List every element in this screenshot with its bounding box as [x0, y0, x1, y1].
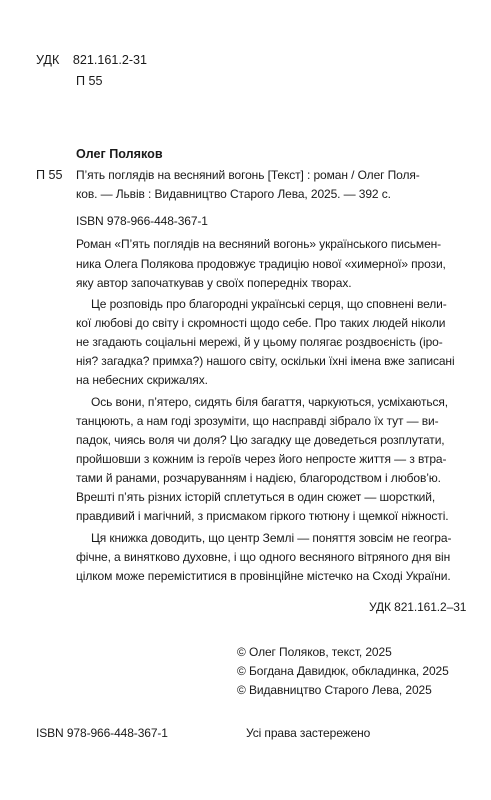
annotation-line: Ось вони, п’ятеро, сидять біля багаття, чаркуються, усміхаються, [91, 395, 449, 409]
catalog-sign: П 55 [36, 168, 63, 182]
annotation-line: Ця книжка доводить, що центр Землі — поняття зовсім не геогра- [91, 531, 452, 545]
bottom-isbn: ISBN 978-966-448-367-1 [36, 726, 168, 740]
udk-code: 821.161.2-31 [72, 53, 148, 67]
copyright-line: © Богдана Давидюк, обкладинка, 2025 [237, 664, 449, 678]
annotation-line: кої любові до світу і скромності щодо себе. Про таких людей ніколи [76, 316, 446, 330]
annotation-line: на небесних скрижалях. [76, 373, 208, 387]
catalog-isbn: ISBN 978-966-448-367-1 [76, 214, 208, 228]
udk-label: УДК [36, 53, 60, 67]
annotation-line: цілком може переміститися в провінційне містечко на Сході України. [76, 569, 451, 583]
annotation-line: ника Олега Полякова продовжує традицію нової «химерної» прози, [76, 257, 446, 271]
annotation-line: не згадають соціальні мережі, й у цьому полягає роздвоєність (іро- [76, 335, 443, 349]
annotation-line: Врешті п’ять різних історій сплетуться в один сюжет — шорсткий, [76, 490, 436, 504]
udk-header [36, 53, 147, 67]
catalog-author: Олег Поляков [76, 147, 163, 161]
annotation-line: танцюють, а нам годі зрозуміти, що насправді зібрало їх тут — ви- [76, 414, 439, 428]
annotation-line: пройшовши з кожним із героїв через його непросте життя — з втра- [76, 452, 447, 466]
annotation-line: падок, чиясь воля чи доля? Цю загадку ще доведеться розплутати, [76, 433, 445, 447]
copyright-line: © Олег Поляков, текст, 2025 [237, 645, 392, 659]
author-sign-header: П 55 [76, 74, 103, 88]
annotation-line: яку автор започаткував у своїх попередніх творах. [76, 276, 352, 290]
annotation-line: Це розповідь про благородні українські серця, що сповнені вели- [91, 297, 447, 311]
annotation-line: правдивий і магічний, з присмаком гіркого тютюну і щемкої ніжності. [76, 509, 449, 523]
annotation-line: Роман «П’ять поглядів на весняний вогонь» українського письмен- [76, 237, 442, 251]
annotation-line: нія? загадка? примха?) нашого світу, оскільки їхні імена вже записані [76, 354, 455, 368]
catalog-entry-line: П’ять поглядів на весняний вогонь [Текст] : роман / Олег Поля- [76, 168, 420, 182]
udk-footer: УДК 821.161.2–31 [369, 600, 467, 614]
rights-reserved: Усі права застережено [246, 726, 371, 740]
catalog-entry-line: ков. — Львів : Видавництво Старого Лева, 2025. — 392 с. [76, 187, 391, 201]
annotation-line: фічне, а винятково духовне, і що одного весняного вітряного дня він [76, 550, 451, 564]
annotation-line: тами й ранами, розчаруванням і надією, благородством і любов’ю. [76, 471, 441, 485]
copyright-line: © Видавництво Старого Лева, 2025 [237, 683, 432, 697]
